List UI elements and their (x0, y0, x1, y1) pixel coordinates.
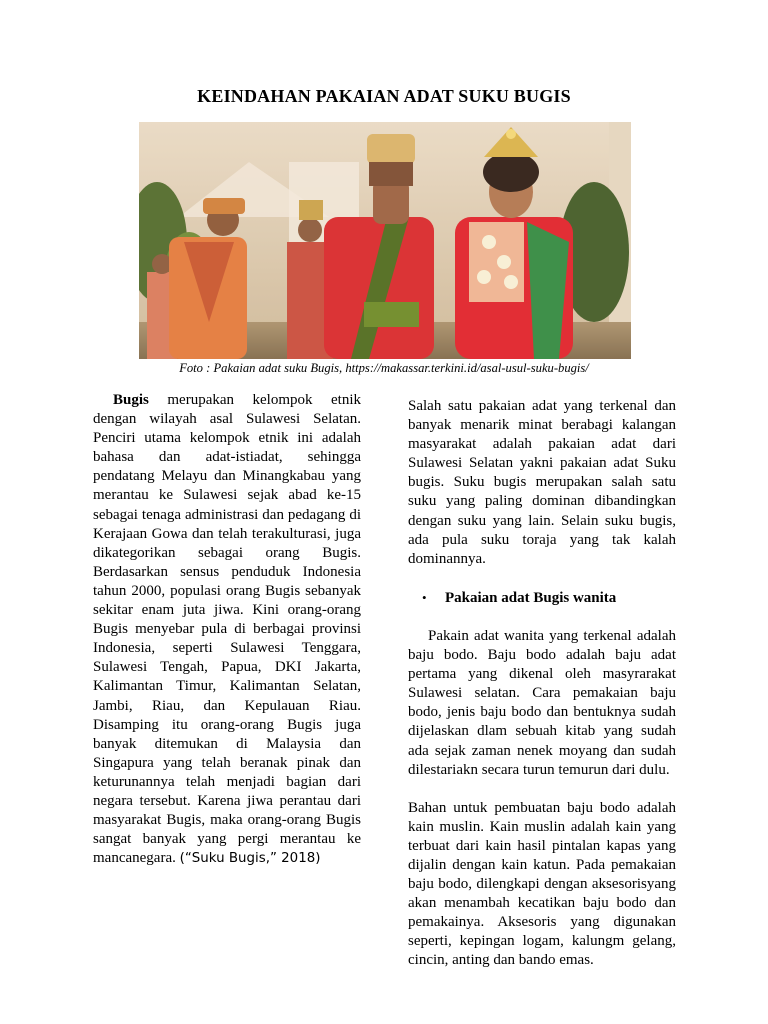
section-heading: Pakaian adat Bugis wanita (445, 589, 617, 606)
photo-bugis-traditional-costume (139, 122, 631, 359)
photo-caption: Foto : Pakaian adat suku Bugis, https://makassar.terkini.id/asal-usul-suku-bugis/ (179, 361, 589, 375)
paragraph-bahan: Bahan untuk pembuatan baju bodo adalah kain muslin. Kain muslin adalah kain yang terbuat dari kain hasil pintalan kapas yang dijalin dengan kain katun. Pada pemakaian baju bodo, dilengkapi dengan aksesorisyang akan menambah kecatikan baju bodo dan pemakainya. Aksesoris yang digunakan seperti, kepingan logam, kalungm gelang, cincin, anting dan bando emas. (408, 799, 676, 969)
paragraph-gap (408, 608, 676, 627)
paragraph-gap (408, 569, 676, 588)
intro-paragraph (93, 391, 361, 868)
paragraph-baju-bodo: Pakain adat wanita yang terkenal adalah baju bodo. Baju bodo adalah baju adat pertama yang dikenal oleh masyrarakat Sulawesi selatan. Cara pemakaian baju bodo, jenis baju bodo dan bentuknya sudah dijelaskan dlam sebuah kitab yang sudah ada sejak zaman nenek moyang dan sudah dilestariakn secara turun temurun dari dulu. (408, 627, 676, 778)
lead-word: Bugis (113, 392, 149, 408)
paragraph-gap (408, 780, 676, 799)
citation: (“Suku Bugis,” 2018) (179, 851, 321, 867)
bullet-heading-row (408, 588, 676, 608)
left-column (93, 391, 361, 868)
paragraph-pakaian-adat: Salah satu pakaian adat yang terkenal dan banyak menarik minat berabagi kalangan masyarakat adalah pakaian adat dari Sulawesi Selatan yakni pakaian adat Suku bugis. Suku bugis merupakan salah satu suku yang paling dominan dibandingkan dengan suku yang lain. Selain suku bugis, ada pula suku toraja yang tak kalah dominannya. (408, 398, 676, 567)
document-title: KEINDAHAN PAKAIAN ADAT SUKU BUGIS (197, 86, 571, 106)
right-column (408, 397, 676, 971)
intro-text: merupakan kelompok etnik dengan wilayah asal Sulawesi Selatan. Penciri utama kelompok etnik ini adalah bahasa dan adat-istiadat, sehingga pendatang Melayu dan Minangkabau yang merantau ke Sulawesi sejak abad ke-15 sebagai tenaga administrasi dan pedagang di Kerajaan Gowa dan telah terakulturasi, juga dikategorikan sebagai orang Bugis. Berdasarkan sensus penduduk Indonesia tahun 2000, populasi orang Bugis sebanyak sekitar enam juta jiwa. Kini orang-orang Bugis menyebar pula di berbagai provinsi Indonesia, seperti Sulawesi Tenggara, Sulawesi Tengah, Papua, DKI Jakarta, Kalimantan Timur, Kalimantan Selatan, Jambi, Riau, dan Kepulauan Riau. Disamping itu orang-orang Bugis juga banyak ditemukan di Malaysia dan Singapura yang telah beranak pinak dan keturunannya telah menjadi bagian dari negara tersebut. Karena jiwa perantau dari masyarakat Bugis, maka orang-orang Bugis sangat banyak yang pergi merantau ke mancanegara. (93, 392, 362, 867)
bullet-icon: • (422, 589, 427, 605)
